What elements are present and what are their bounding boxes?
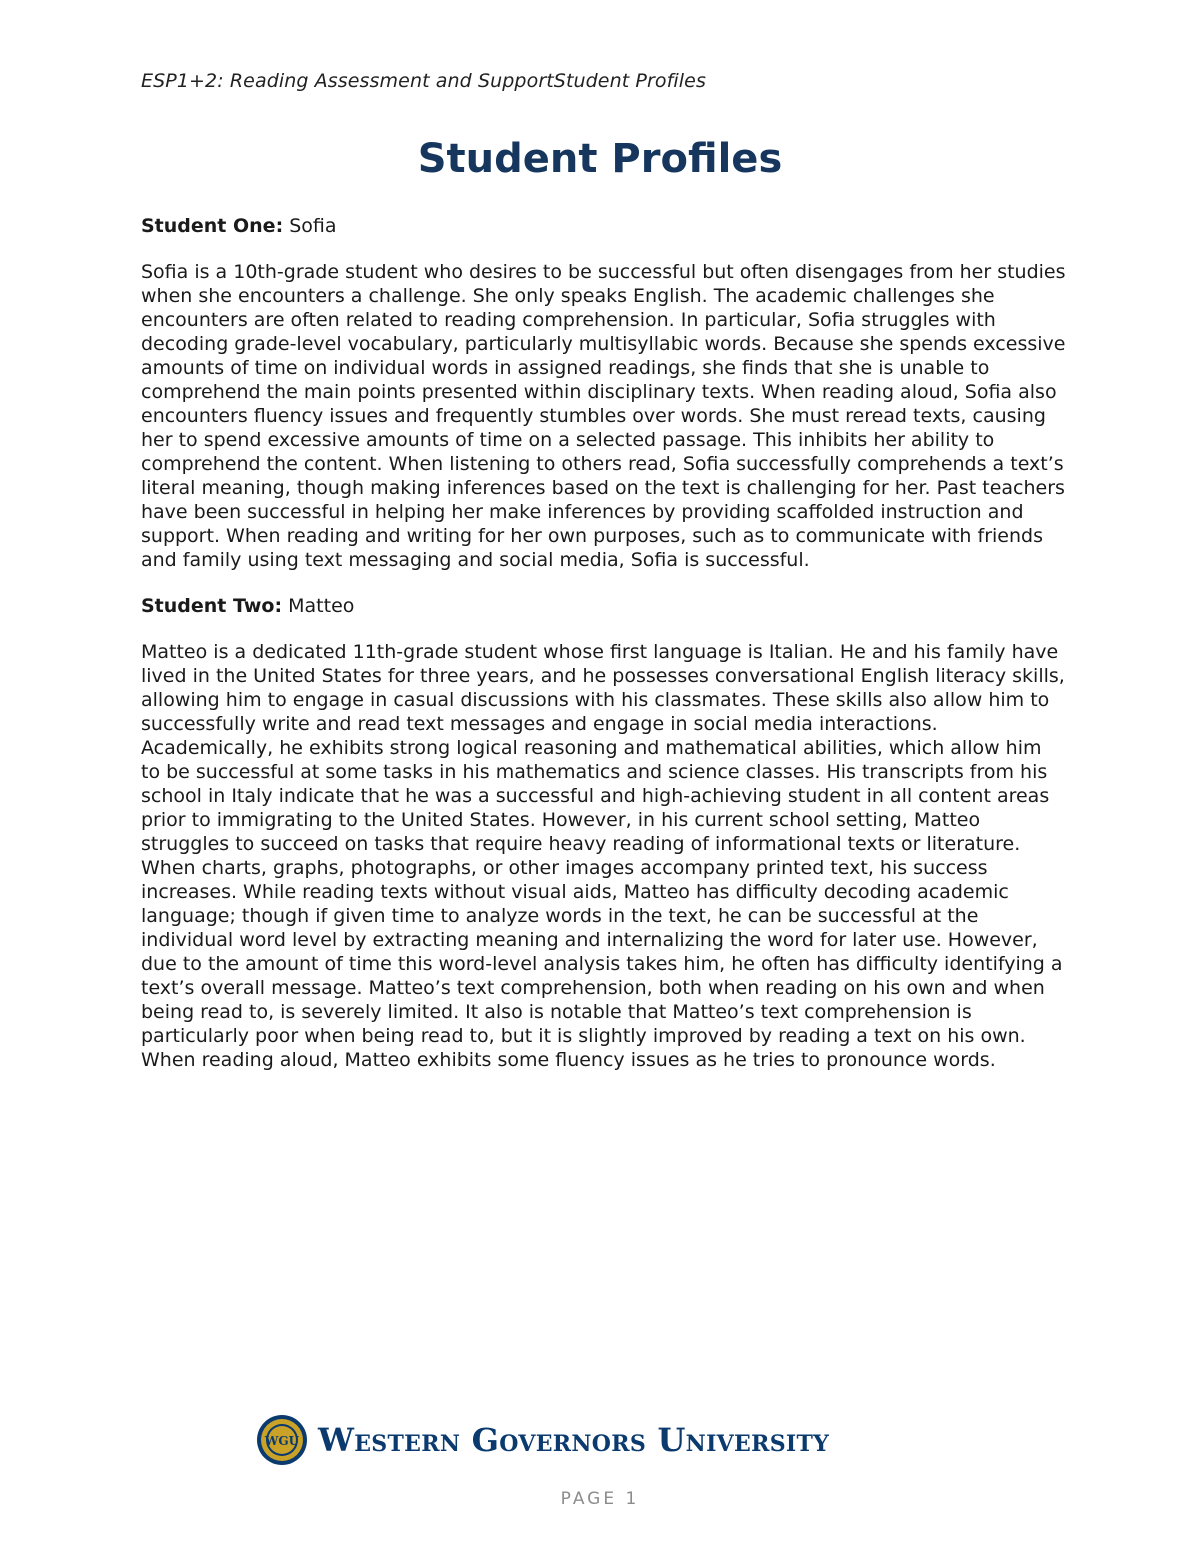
- student-two-label: Student Two:: [141, 595, 283, 617]
- student-one-heading: [141, 214, 1066, 238]
- university-logo: [256, 1410, 829, 1470]
- student-one-name: Sofia: [289, 215, 337, 237]
- document-header: ESP1+2: Reading Assessment and SupportStudent Profiles: [141, 70, 706, 92]
- student-two-paragraph: Matteo is a dedicated 11th-grade student whose first language is Italian. He and his family have lived in the United States for three years, and he possesses conversational English literacy skills, allowing him to engage in casual discussions with his classmates. These skills also allow him to successfully write and read text messages and engage in social media interactions. Academically, he exhibits strong logical reasoning and mathematical abilities, which allow him to be successful at some tasks in his mathematics and science classes. His transcripts from his school in Italy indicate that he was a successful and high-achieving student in all content areas prior to immigrating to the United States. However, in his current school setting, Matteo struggles to succeed on tasks that require heavy reading of informational texts or literature. When charts, graphs, photographs, or other images accompany printed text, his success increases. While reading texts without visual aids, Matteo has difficulty decoding academic language; though if given time to analyze words in the text, he can be successful at the individual word level by extracting meaning and internalizing the word for later use. However, due to the amount of time this word-level analysis takes him, he often has difficulty identifying a text’s overall message. Matteo’s text comprehension, both when reading on his own and when being read to, is severely limited. It also is notable that Matteo’s text comprehension is particularly poor when being read to, but it is slightly improved by reading a text on his own. When reading aloud, Matteo exhibits some fluency issues as he tries to pronounce words.: [141, 641, 1065, 1071]
- student-one-label: Student One:: [141, 215, 284, 237]
- seal-text: WGU: [264, 1434, 300, 1448]
- page-title: Student Profiles: [417, 136, 783, 182]
- document-body: [141, 214, 1066, 1094]
- university-wordmark: Western Governors University: [318, 1421, 830, 1459]
- student-two-name: Matteo: [288, 595, 355, 617]
- student-two-heading: [141, 594, 1066, 618]
- university-seal-icon: [256, 1414, 308, 1466]
- student-one-paragraph: Sofia is a 10th-grade student who desires to be successful but often disengages from her studies when she encounters a challenge. She only speaks English. The academic challenges she encounters are often related to reading comprehension. In particular, Sofia struggles with decoding grade-level vocabulary, particularly multisyllabic words. Because she spends excessive amounts of time on individual words in assigned readings, she finds that she is unable to comprehend the main points presented within disciplinary texts. When reading aloud, Sofia also encounters fluency issues and frequently stumbles over words. She must reread texts, causing her to spend excessive amounts of time on a selected passage. This inhibits her ability to comprehend the content. When listening to others read, Sofia successfully comprehends a text’s literal meaning, though making inferences based on the text is challenging for her. Past teachers have been successful in helping her make inferences by providing scaffolded instruction and support. When reading and writing for her own purposes, such as to communicate with friends and family using text messaging and social media, Sofia is successful.: [141, 261, 1066, 571]
- page-number: PAGE 1: [560, 1489, 640, 1509]
